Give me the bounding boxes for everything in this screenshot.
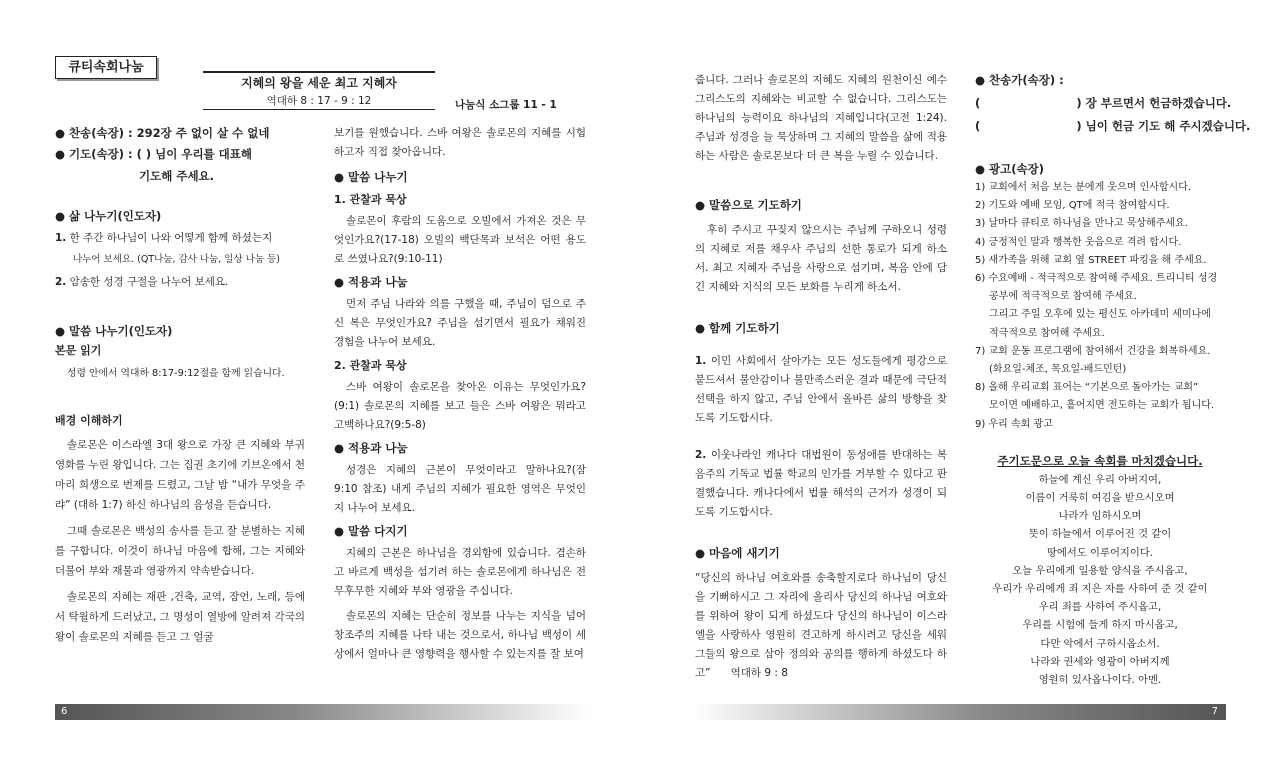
observation-1-text: 솔로몬이 후람의 도움으로 오빌에서 가져온 것은 무엇인가요?(17-18) 오빌의 백단목과 보석은 어떤 용도로 쓰였나요?(9:10-11) bbox=[334, 215, 586, 265]
pray-item-2 bbox=[695, 446, 947, 522]
life-share-item-1-text: 한 주간 하나님이 나와 어떻게 함께 하셨는지 bbox=[69, 232, 273, 244]
pray-item-1-number: 1. bbox=[695, 355, 707, 367]
left-footer-bar bbox=[55, 704, 589, 720]
praise-heading: ● 찬송가(속장) : bbox=[975, 73, 1064, 87]
prayer-line: 우리를 시험에 들게 하지 마시옵고, bbox=[1022, 619, 1178, 632]
scripture-reference: 역대하 8 : 17 - 9 : 12 bbox=[266, 95, 372, 107]
right-footer-bar bbox=[692, 704, 1226, 720]
ad-item: 8) 올해 우리교회 표어는 “기본으로 돌아가는 교회” bbox=[975, 382, 1199, 394]
heart-verse bbox=[695, 569, 947, 683]
ad-item: 3) 날마다 큐티로 하나님을 만나고 묵상해주세요. bbox=[975, 218, 1188, 230]
reading-text: 성령 안에서 역대하 8:17-9:12절을 함께 읽습니다. bbox=[67, 368, 285, 379]
ad-item: (화요일-체조, 목요일-배드민턴) bbox=[989, 364, 1127, 376]
right-column-1 bbox=[695, 71, 947, 683]
life-share-item-1 bbox=[55, 229, 305, 248]
life-share-item-2 bbox=[55, 273, 305, 292]
resolve-heading: ● 말씀 다지기 bbox=[334, 524, 408, 538]
pray-item-1-text: 이민 사회에서 살아가는 모든 성도들에게 평강으로 붙드셔서 불안감이나 불만족스러운 결과 때문에 극단적 선택을 하지 않고, 주님 안에서 올바른 삶의 방향을 찾도록 기도합시다. bbox=[695, 355, 947, 424]
left-column-1 bbox=[55, 124, 305, 647]
pray-item-2-text: 이웃나라인 캐나다 대법원이 동성애를 반대하는 복음주의 기독교 법률 학교의 인가를 거부할 수 있다고 판결했습니다. 캐나다에서 법률 해석의 근거가 성경이 되도록 기도합시다. bbox=[695, 449, 947, 518]
prayer-line: ● 기도(속장) : ( ) 님이 우리를 대표해 bbox=[55, 147, 252, 161]
application-1-text: 먼저 주님 나라와 의를 구했을 때, 주님이 덤으로 주신 복은 무엇인가요? 주님을 섬기면서 필요가 채워진 경험을 나누어 보세요. bbox=[334, 298, 586, 348]
observation-2-text: 스바 여왕이 솔로몬을 찾아온 이유는 무엇인가요?(9:1) 솔로몬의 지혜를 보고 들은 스바 여왕은 뭐라고 고백하나요?(9:5-8) bbox=[334, 381, 586, 431]
prayer-line: 오늘 우리에게 일용할 양식을 주시옵고, bbox=[1012, 564, 1188, 577]
observation-1-heading: 1. 관찰과 묵상 bbox=[334, 193, 407, 206]
prayer-line: 우리가 우리에게 죄 지은 자를 사하여 준 것 같이 bbox=[992, 583, 1208, 596]
prayer-line: 영원히 있사옵나이다. 아멘. bbox=[1038, 674, 1162, 687]
prayer-line: 다만 악에서 구하시옵소서. bbox=[1040, 637, 1160, 650]
right-page-number: 7 bbox=[1211, 706, 1218, 717]
word-share-heading: ● 말씀 나누기(인도자) bbox=[55, 324, 173, 338]
life-share-heading: ● 삶 나누기(인도자) bbox=[55, 209, 162, 223]
continued-text: 보기를 원했습니다. 스바 여왕은 솔로몬의 지혜를 시험하고자 직접 찾아옵니다. bbox=[334, 127, 586, 158]
pray-word-heading: ● 말씀으로 기도하기 bbox=[695, 198, 802, 212]
application-2-text: 성경은 지혜의 근본이 무엇이라고 말하나요?(잠 9:10 참조) 내게 주님의 지혜가 필요한 영역은 무엇인지 나누어 보세요. bbox=[334, 464, 586, 514]
application-2-heading: ● 적용과 나눔 bbox=[334, 441, 408, 455]
title-box bbox=[203, 71, 435, 110]
ad-item: 적극적으로 참여해 주세요. bbox=[989, 327, 1105, 339]
heart-heading: ● 마음에 새기기 bbox=[695, 546, 780, 560]
prayer-line: 우리 죄를 사하여 주시옵고, bbox=[1038, 601, 1162, 614]
ad-item: 4) 긍정적인 말과 행복한 웃음으로 격려 합시다. bbox=[975, 236, 1182, 248]
observation-2-heading: 2. 관찰과 묵상 bbox=[334, 359, 407, 372]
prayer-line: 이름이 거룩히 여김을 받으시오며 bbox=[1025, 492, 1175, 505]
ad-item: 6) 수요예배 - 적극적으로 참여해 주세요. 트리니티 성경 bbox=[975, 273, 1218, 285]
ad-item: 7) 교회 운동 프로그램에 참여해서 건강을 회복하세요. bbox=[975, 345, 1211, 357]
life-share-item-2-number: 2. bbox=[55, 276, 67, 288]
background-paragraph-1: 솔로몬은 이스라엘 3대 왕으로 가장 큰 지혜와 부귀영화를 누린 왕입니다. 그는 집권 초기에 기브온에서 천 마리 희생으로 번제를 드렸고, 그날 밤 “내가 무엇을 주랴” (대하 1:7) 하신 하나님의 음성을 듣습니다. bbox=[55, 439, 305, 511]
pray-together-heading: ● 함께 기도하기 bbox=[695, 321, 780, 335]
ads-heading: ● 광고(속장) bbox=[975, 162, 1044, 176]
resolve-paragraph-2: 솔로몬의 지혜는 단순히 정보를 나누는 지식을 넘어 창조주의 지혜를 나타 내는 것으로서, 하나님 백성이 세상에서 얼마나 큰 영향력을 행사할 수 있는지를 잘 보여 bbox=[334, 610, 586, 660]
hymn-line: ● 찬송(속장) : 292장 주 없이 살 수 없네 bbox=[55, 126, 270, 140]
praise-line-1: ( ) 장 부르면서 헌금하겠습니다. bbox=[975, 96, 1232, 110]
heart-verse-text: “당신의 하나님 여호와를 송축할지로다 하나님이 당신을 기뻐하시고 그 자리에 올리사 당신의 하나님 여호와를 위하여 왕이 되게 하셨도다 당신의 하나님이 이스라엘을 사랑하사 영원히 견고하게 하시려고 당신을 세워 그들의 왕으로 삼아 정의와 공의를 행하게 하셨도다 하고” bbox=[695, 572, 947, 679]
life-share-item-2-text: 암송한 성경 구절을 나누어 보세요. bbox=[69, 276, 229, 288]
ad-item: 1) 교회에서 처음 보는 분에게 웃으며 인사합시다. bbox=[975, 182, 1192, 193]
closing-heading: 주기도문으로 오늘 속회를 마치겠습니다. bbox=[997, 453, 1203, 468]
left-column-2 bbox=[334, 124, 586, 664]
continued-text: 줍니다. 그러나 솔로몬의 지혜도 지혜의 원천이신 예수 그리스도의 지혜와는 비교할 수 없습니다. 그리스도는 하나님의 능력이요 하나님의 지혜입니다(고전 1:24). 주님과 성경을 늘 묵상하며 그 지혜의 말씀을 삶에 적용하는 사람은 솔로몬보다 더 큰 복을 누릴 수 있습니다. bbox=[695, 74, 947, 162]
reading-heading: 본문 읽기 bbox=[55, 344, 102, 357]
resolve-paragraph-1: 지혜의 근본은 하나님을 경외함에 있습니다. 겸손하고 바르게 백성을 섬기려 하는 솔로몬에게 하나님은 전무후무한 지혜와 부와 영광을 주십니다. bbox=[334, 547, 586, 597]
ad-item: 모이면 예배하고, 흩어지면 전도하는 교회가 됩니다. bbox=[989, 400, 1215, 412]
group-label: 나눔식 소그룹 11 - 1 bbox=[455, 99, 557, 111]
ad-item: 9) 우리 속회 광고 bbox=[975, 418, 1053, 430]
left-page-number: 6 bbox=[61, 706, 68, 717]
background-paragraph-3: 솔로몬의 지혜는 재판 ,건축, 교역, 잠언, 노래, 등에서 탁월하게 드러났고, 그 명성이 열방에 알려져 각국의 왕이 솔로몬의 지혜를 듣고 그 얼굴 bbox=[55, 591, 305, 643]
ad-item: 그리고 주일 오후에 있는 평신도 아카데미 세미나에 bbox=[989, 309, 1211, 321]
praise-line-2: ( ) 님이 헌금 기도 해 주시겠습니다. bbox=[975, 119, 1251, 133]
life-share-item-1b: 나누어 보세요. (QT나눔, 감사 나눔, 일상 나눔 등) bbox=[73, 254, 280, 265]
pray-item-1 bbox=[695, 352, 947, 428]
prayer-line: 땅에서도 이루어지이다. bbox=[1046, 546, 1153, 559]
section-logo: 큐티속회나눔 bbox=[55, 56, 157, 79]
page-title: 지혜의 왕을 세운 최고 지혜자 bbox=[241, 76, 397, 90]
prayer-line: 뜻이 하늘에서 이루어진 것 같이 bbox=[1028, 528, 1172, 541]
ad-item: 공부에 적극적으로 참여해 주세요. bbox=[989, 291, 1137, 303]
prayer-line: 하늘에 계신 우리 아버지여, bbox=[1038, 473, 1162, 486]
background-heading: 배경 이해하기 bbox=[55, 414, 123, 427]
ad-item: 2) 기도와 예배 모임, QT에 적극 참여합시다. bbox=[975, 200, 1170, 212]
ad-item: 5) 새가족을 위해 교회 옆 STREET 파킹을 해 주세요. bbox=[975, 254, 1207, 266]
life-share-item-1-number: 1. bbox=[55, 232, 67, 244]
heart-verse-reference: 역대하 9 : 8 bbox=[730, 667, 788, 679]
right-column-2 bbox=[975, 71, 1251, 689]
pray-word-text: 후히 주시고 꾸짖지 않으시는 주님께 구하오니 성령의 지혜로 저를 채우사 주님의 선한 통로가 되게 하소서. 최고 지혜자 주님을 사랑으로 섬기며, 복음 안에 담긴 지혜와 지식의 모든 보화를 누리게 하소서. bbox=[695, 224, 947, 293]
application-1-heading: ● 적용과 나눔 bbox=[334, 275, 408, 289]
background-paragraph-2: 그때 솔로몬은 백성의 송사를 듣고 잘 분별하는 지혜를 구합니다. 이것이 하나님 마음에 합해, 그는 지혜와 더불어 부와 재물과 영광까지 약속받습니다. bbox=[55, 525, 305, 577]
prayer-line: 나라와 권세와 영광이 아버지께 bbox=[1030, 655, 1170, 668]
word-heading: ● 말씀 나누기 bbox=[334, 170, 408, 184]
prayer-line-2: 기도해 주세요. bbox=[139, 169, 215, 183]
lords-prayer bbox=[975, 471, 1225, 689]
prayer-line: 나라가 임하시오며 bbox=[1058, 510, 1142, 523]
pray-item-2-number: 2. bbox=[695, 449, 707, 461]
ads-list bbox=[975, 179, 1225, 434]
